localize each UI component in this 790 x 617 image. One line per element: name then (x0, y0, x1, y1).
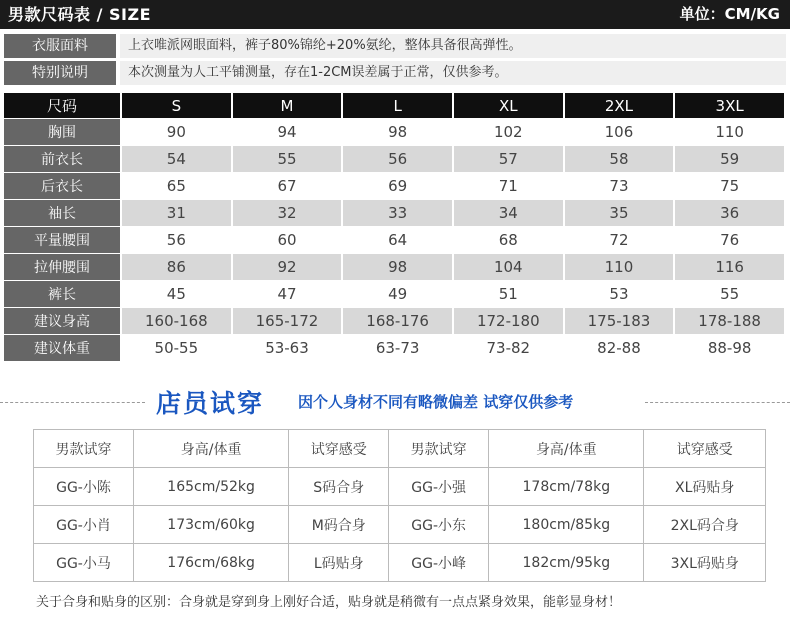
size-row-label: 平量腰围 (4, 227, 122, 254)
size-row (4, 173, 786, 200)
size-cell: 34 (454, 200, 565, 227)
tryon-subtitle: 因个人身材不同有略微偏差 试穿仅供参考 (298, 393, 574, 411)
size-cell: 168-176 (343, 308, 454, 335)
tryon-cell: GG-小东 (389, 506, 489, 544)
tryon-table (33, 429, 766, 582)
size-cell: 58 (565, 146, 676, 173)
size-cell: 45 (122, 281, 233, 308)
size-cell: 102 (454, 119, 565, 146)
size-cell: 54 (122, 146, 233, 173)
size-cell: 75 (675, 173, 786, 200)
unit-label: 单位：CM/KG (679, 5, 780, 23)
tryon-cell: GG-小肖 (34, 506, 134, 544)
size-row-label: 后衣长 (4, 173, 122, 200)
size-col-header: XL (454, 93, 565, 119)
tryon-cell: M码合身 (289, 506, 389, 544)
size-row-label: 胸围 (4, 119, 122, 146)
size-cell: 65 (122, 173, 233, 200)
size-cell: 68 (454, 227, 565, 254)
size-cell: 31 (122, 200, 233, 227)
size-cell: 69 (343, 173, 454, 200)
size-cell: 160-168 (122, 308, 233, 335)
size-row-label: 建议身高 (4, 308, 122, 335)
tryon-header-cell: 试穿感受 (644, 430, 766, 468)
fabric-info-row (4, 34, 786, 58)
size-table (4, 93, 786, 362)
size-cell: 60 (233, 227, 344, 254)
tryon-cell: GG-小峰 (389, 544, 489, 582)
size-col-header: 2XL (565, 93, 676, 119)
size-cell: 82-88 (565, 335, 676, 362)
fabric-label: 衣服面料 (4, 34, 116, 58)
size-row (4, 119, 786, 146)
tryon-cell: 180cm/85kg (489, 506, 644, 544)
tryon-cell: XL码贴身 (644, 468, 766, 506)
size-cell: 56 (122, 227, 233, 254)
size-cell: 73 (565, 173, 676, 200)
header-bar (0, 0, 790, 29)
size-cell: 86 (122, 254, 233, 281)
divider-left (0, 402, 145, 403)
size-cell: 57 (454, 146, 565, 173)
size-cell: 53 (565, 281, 676, 308)
tryon-row (34, 506, 766, 544)
size-cell: 90 (122, 119, 233, 146)
size-cell: 106 (565, 119, 676, 146)
size-cell: 104 (454, 254, 565, 281)
size-cell: 35 (565, 200, 676, 227)
size-cell: 51 (454, 281, 565, 308)
tryon-cell: 182cm/95kg (489, 544, 644, 582)
size-col-header: 尺码 (4, 93, 122, 119)
size-cell: 56 (343, 146, 454, 173)
size-cell: 73-82 (454, 335, 565, 362)
tryon-cell: 176cm/68kg (133, 544, 288, 582)
size-cell: 76 (675, 227, 786, 254)
tryon-cell: 165cm/52kg (133, 468, 288, 506)
size-cell: 92 (233, 254, 344, 281)
size-cell: 175-183 (565, 308, 676, 335)
size-row-label: 裤长 (4, 281, 122, 308)
size-cell: 55 (233, 146, 344, 173)
tryon-cell: 2XL码合身 (644, 506, 766, 544)
size-row (4, 146, 786, 173)
size-row (4, 227, 786, 254)
tryon-row (34, 468, 766, 506)
size-cell: 64 (343, 227, 454, 254)
size-cell: 165-172 (233, 308, 344, 335)
size-cell: 116 (675, 254, 786, 281)
tryon-header-cell: 试穿感受 (289, 430, 389, 468)
size-cell: 50-55 (122, 335, 233, 362)
tryon-section-header (0, 384, 790, 418)
special-note-row (4, 61, 786, 85)
size-cell: 178-188 (675, 308, 786, 335)
size-cell: 53-63 (233, 335, 344, 362)
size-cell: 72 (565, 227, 676, 254)
size-cell: 59 (675, 146, 786, 173)
size-cell: 94 (233, 119, 344, 146)
tryon-header-cell: 身高/体重 (489, 430, 644, 468)
size-row-label: 拉伸腰围 (4, 254, 122, 281)
size-col-header: L (343, 93, 454, 119)
tryon-cell: 173cm/60kg (133, 506, 288, 544)
size-cell: 67 (233, 173, 344, 200)
divider-right (645, 402, 790, 403)
size-cell: 49 (343, 281, 454, 308)
tryon-header-cell: 男款试穿 (389, 430, 489, 468)
special-note-value: 本次测量为人工平铺测量，存在1-2CM误差属于正常，仅供参考。 (120, 61, 786, 85)
size-cell: 98 (343, 254, 454, 281)
tryon-header-row (34, 430, 766, 468)
tryon-row (34, 544, 766, 582)
size-cell: 32 (233, 200, 344, 227)
special-note-label: 特别说明 (4, 61, 116, 85)
size-cell: 88-98 (675, 335, 786, 362)
tryon-cell: S码合身 (289, 468, 389, 506)
size-cell: 172-180 (454, 308, 565, 335)
size-row-label: 袖长 (4, 200, 122, 227)
size-cell: 63-73 (343, 335, 454, 362)
tryon-cell: GG-小陈 (34, 468, 134, 506)
size-chart-title: 男款尺码表 / SIZE (8, 5, 151, 24)
size-cell: 47 (233, 281, 344, 308)
size-cell: 110 (675, 119, 786, 146)
size-col-header: S (122, 93, 233, 119)
size-cell: 36 (675, 200, 786, 227)
tryon-header-cell: 身高/体重 (133, 430, 288, 468)
size-col-header: M (233, 93, 344, 119)
tryon-title: 店员试穿 (156, 389, 265, 418)
tryon-cell: L码贴身 (289, 544, 389, 582)
size-cell: 98 (343, 119, 454, 146)
tryon-cell: 178cm/78kg (489, 468, 644, 506)
size-cell: 110 (565, 254, 676, 281)
fit-footnote: 关于合身和贴身的区别：合身就是穿到身上刚好合适，贴身就是稍微有一点点紧身效果，能彰显身材！ (36, 595, 622, 610)
size-row (4, 254, 786, 281)
fabric-value: 上衣唯派网眼面料，裤子80%锦纶+20%氨纶，整体具备很高弹性。 (120, 34, 786, 58)
size-row (4, 200, 786, 227)
size-row (4, 281, 786, 308)
size-row (4, 335, 786, 362)
size-cell: 33 (343, 200, 454, 227)
tryon-header-cell: 男款试穿 (34, 430, 134, 468)
size-header-row (4, 93, 786, 119)
tryon-cell: GG-小马 (34, 544, 134, 582)
tryon-cell: GG-小强 (389, 468, 489, 506)
size-row-label: 建议体重 (4, 335, 122, 362)
size-col-header: 3XL (675, 93, 786, 119)
tryon-cell: 3XL码贴身 (644, 544, 766, 582)
size-row-label: 前衣长 (4, 146, 122, 173)
size-cell: 71 (454, 173, 565, 200)
size-cell: 55 (675, 281, 786, 308)
size-row (4, 308, 786, 335)
